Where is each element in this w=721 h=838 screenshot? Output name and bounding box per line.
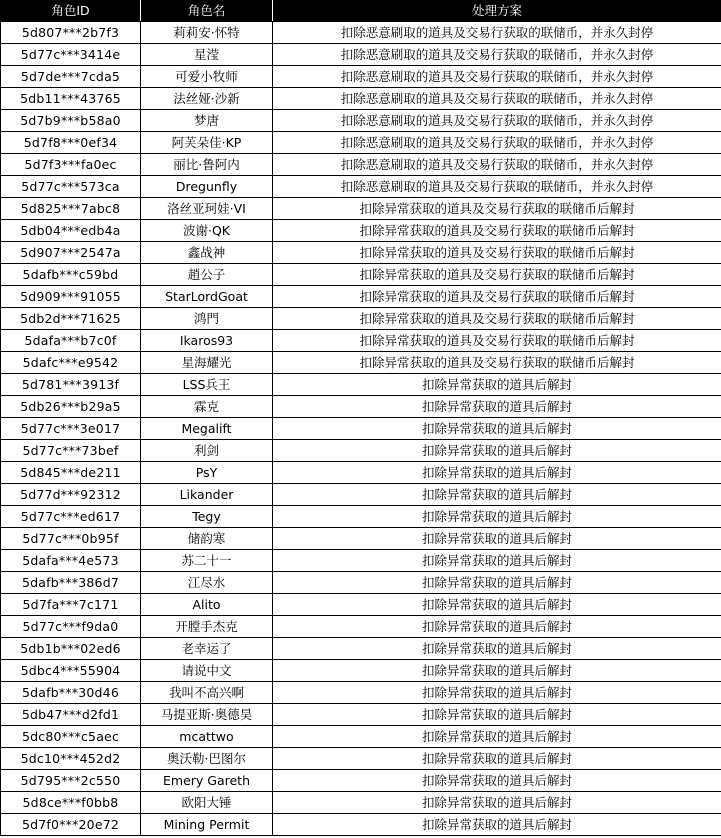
action-cell: 扣除恶意刷取的道具及交易行获取的联储币，并永久封停 — [273, 22, 721, 44]
role-name-cell: 鸿門 — [141, 308, 273, 330]
table-row — [1, 660, 721, 682]
table-row — [1, 792, 721, 814]
role-name-cell: 开膛手杰克 — [141, 616, 273, 638]
table-row — [1, 22, 721, 44]
action-cell: 扣除异常获取的道具后解封 — [273, 616, 721, 638]
role-id-cell: 5d77c***3e017 — [1, 418, 141, 440]
action-cell: 扣除异常获取的道具后解封 — [273, 748, 721, 770]
role-name-cell: 我叫不高兴啊 — [141, 682, 273, 704]
action-cell: 扣除异常获取的道具后解封 — [273, 462, 721, 484]
role-id-cell: 5dafa***b7c0f — [1, 330, 141, 352]
role-name-cell: 梦唐 — [141, 110, 273, 132]
role-name-cell: 趙公子 — [141, 264, 273, 286]
role-id-cell: 5d77d***92312 — [1, 484, 141, 506]
role-id-cell: 5d77c***73bef — [1, 440, 141, 462]
role-id-cell: 5d77c***ed617 — [1, 506, 141, 528]
action-cell: 扣除异常获取的道具后解封 — [273, 440, 721, 462]
table-row — [1, 704, 721, 726]
role-id-cell: 5dc10***452d2 — [1, 748, 141, 770]
table-row — [1, 396, 721, 418]
role-name-cell: 欧阳大锤 — [141, 792, 273, 814]
role-id-cell: 5d7b9***b58a0 — [1, 110, 141, 132]
action-cell: 扣除异常获取的道具后解封 — [273, 418, 721, 440]
role-id-cell: 5dafa***4e573 — [1, 550, 141, 572]
role-id-cell: 5dafc***e9542 — [1, 352, 141, 374]
table-row — [1, 594, 721, 616]
role-id-cell: 5db1b***02ed6 — [1, 638, 141, 660]
table-row — [1, 308, 721, 330]
role-id-cell: 5d7f0***20e72 — [1, 814, 141, 836]
table-row — [1, 506, 721, 528]
table-row — [1, 330, 721, 352]
role-id-cell: 5d77c***3414e — [1, 44, 141, 66]
role-id-cell: 5dc80***c5aec — [1, 726, 141, 748]
role-id-cell: 5d807***2b7f3 — [1, 22, 141, 44]
action-cell: 扣除异常获取的道具后解封 — [273, 638, 721, 660]
table-row — [1, 528, 721, 550]
action-cell: 扣除异常获取的道具及交易行获取的联储币后解封 — [273, 286, 721, 308]
action-cell: 扣除异常获取的道具后解封 — [273, 660, 721, 682]
role-name-cell: Emery Gareth — [141, 770, 273, 792]
role-id-cell: 5dafb***c59bd — [1, 264, 141, 286]
role-id-cell: 5db11***43765 — [1, 88, 141, 110]
table-row — [1, 110, 721, 132]
action-cell: 扣除异常获取的道具及交易行获取的联储币后解封 — [273, 198, 721, 220]
table-row — [1, 66, 721, 88]
role-id-cell: 5db26***b29a5 — [1, 396, 141, 418]
role-id-cell: 5d77c***0b95f — [1, 528, 141, 550]
table-row — [1, 484, 721, 506]
role-name-cell: Likander — [141, 484, 273, 506]
table-body — [1, 22, 721, 836]
table-row — [1, 286, 721, 308]
header-role-name: 角色名 — [141, 1, 273, 22]
role-id-cell: 5db2d***71625 — [1, 308, 141, 330]
table-row — [1, 132, 721, 154]
table-row — [1, 440, 721, 462]
role-name-cell: 老幸运了 — [141, 638, 273, 660]
role-id-cell: 5d909***91055 — [1, 286, 141, 308]
action-cell: 扣除恶意刷取的道具及交易行获取的联储币，并永久封停 — [273, 44, 721, 66]
role-name-cell: PsY — [141, 462, 273, 484]
table-row — [1, 682, 721, 704]
role-name-cell: mcattwo — [141, 726, 273, 748]
table-row — [1, 264, 721, 286]
action-cell: 扣除恶意刷取的道具及交易行获取的联储币，并永久封停 — [273, 176, 721, 198]
role-name-cell: 星海耀光 — [141, 352, 273, 374]
action-cell: 扣除恶意刷取的道具及交易行获取的联储币，并永久封停 — [273, 132, 721, 154]
role-name-cell: 星滢 — [141, 44, 273, 66]
table-row — [1, 154, 721, 176]
role-name-cell: Dregunfly — [141, 176, 273, 198]
role-name-cell: Ikaros93 — [141, 330, 273, 352]
table-row — [1, 638, 721, 660]
action-cell: 扣除异常获取的道具后解封 — [273, 528, 721, 550]
table-row — [1, 220, 721, 242]
table-row — [1, 616, 721, 638]
table-row — [1, 352, 721, 374]
action-cell: 扣除异常获取的道具后解封 — [273, 550, 721, 572]
role-id-cell: 5dafb***30d46 — [1, 682, 141, 704]
role-id-cell: 5d77c***573ca — [1, 176, 141, 198]
table-header — [1, 1, 721, 22]
action-cell: 扣除异常获取的道具及交易行获取的联储币后解封 — [273, 352, 721, 374]
action-cell: 扣除异常获取的道具后解封 — [273, 506, 721, 528]
role-name-cell: 莉莉安·怀特 — [141, 22, 273, 44]
role-name-cell: Mining Permit — [141, 814, 273, 836]
action-cell: 扣除异常获取的道具后解封 — [273, 726, 721, 748]
role-name-cell: 江尽水 — [141, 572, 273, 594]
role-name-cell: Tegy — [141, 506, 273, 528]
role-name-cell: 储韵寒 — [141, 528, 273, 550]
header-action: 处理方案 — [273, 1, 721, 22]
header-role-id: 角色ID — [1, 1, 141, 22]
table-row — [1, 198, 721, 220]
header-row — [1, 1, 721, 22]
role-name-cell: 可爱小牧师 — [141, 66, 273, 88]
role-name-cell: 马提亚斯·奥德昊 — [141, 704, 273, 726]
role-name-cell: 鑫战神 — [141, 242, 273, 264]
table-row — [1, 374, 721, 396]
role-name-cell: 苏二十一 — [141, 550, 273, 572]
action-cell: 扣除恶意刷取的道具及交易行获取的联储币，并永久封停 — [273, 110, 721, 132]
role-name-cell: Alito — [141, 594, 273, 616]
role-id-cell: 5d8ce***f0bb8 — [1, 792, 141, 814]
action-cell: 扣除异常获取的道具后解封 — [273, 594, 721, 616]
role-id-cell: 5dbc4***55904 — [1, 660, 141, 682]
role-name-cell: 阿芙朵佳·KP — [141, 132, 273, 154]
table-row — [1, 242, 721, 264]
role-id-cell: 5db04***edb4a — [1, 220, 141, 242]
table-row — [1, 176, 721, 198]
table-row — [1, 748, 721, 770]
action-cell: 扣除异常获取的道具后解封 — [273, 814, 721, 836]
role-id-cell: 5d77c***f9da0 — [1, 616, 141, 638]
action-cell: 扣除异常获取的道具及交易行获取的联储币后解封 — [273, 308, 721, 330]
action-cell: 扣除异常获取的道具后解封 — [273, 792, 721, 814]
action-cell: 扣除异常获取的道具后解封 — [273, 374, 721, 396]
role-name-cell: 利剑 — [141, 440, 273, 462]
role-name-cell: StarLordGoat — [141, 286, 273, 308]
action-cell: 扣除异常获取的道具后解封 — [273, 572, 721, 594]
action-cell: 扣除异常获取的道具及交易行获取的联储币后解封 — [273, 330, 721, 352]
role-name-cell: 洛丝亚珂娃·VI — [141, 198, 273, 220]
table-row — [1, 88, 721, 110]
table-row — [1, 44, 721, 66]
role-name-cell: Megalift — [141, 418, 273, 440]
action-cell: 扣除恶意刷取的道具及交易行获取的联储币，并永久封停 — [273, 88, 721, 110]
role-id-cell: 5dafb***386d7 — [1, 572, 141, 594]
role-id-cell: 5d7fa***7c171 — [1, 594, 141, 616]
role-name-cell: LSS兵王 — [141, 374, 273, 396]
table-row — [1, 418, 721, 440]
role-id-cell: 5d7de***7cda5 — [1, 66, 141, 88]
role-id-cell: 5d907***2547a — [1, 242, 141, 264]
role-id-cell: 5d845***de211 — [1, 462, 141, 484]
table-row — [1, 550, 721, 572]
role-name-cell: 丽比·鲁阿内 — [141, 154, 273, 176]
table-row — [1, 726, 721, 748]
action-cell: 扣除异常获取的道具后解封 — [273, 396, 721, 418]
role-name-cell: 奥沃勒·巴图尔 — [141, 748, 273, 770]
role-id-cell: 5db47***d2fd1 — [1, 704, 141, 726]
role-name-cell: 波谢·QK — [141, 220, 273, 242]
table-row — [1, 572, 721, 594]
role-id-cell: 5d7f3***fa0ec — [1, 154, 141, 176]
role-id-cell: 5d781***3913f — [1, 374, 141, 396]
action-cell: 扣除异常获取的道具及交易行获取的联储币后解封 — [273, 220, 721, 242]
table-row — [1, 814, 721, 836]
action-cell: 扣除恶意刷取的道具及交易行获取的联储币，并永久封停 — [273, 66, 721, 88]
action-cell: 扣除异常获取的道具及交易行获取的联储币后解封 — [273, 264, 721, 286]
role-id-cell: 5d825***7abc8 — [1, 198, 141, 220]
action-cell: 扣除异常获取的道具后解封 — [273, 770, 721, 792]
action-cell: 扣除异常获取的道具及交易行获取的联储币后解封 — [273, 242, 721, 264]
role-id-cell: 5d795***2c550 — [1, 770, 141, 792]
role-id-cell: 5d7f8***0ef34 — [1, 132, 141, 154]
table-row — [1, 770, 721, 792]
action-cell: 扣除恶意刷取的道具及交易行获取的联储币，并永久封停 — [273, 154, 721, 176]
action-cell: 扣除异常获取的道具后解封 — [273, 682, 721, 704]
role-name-cell: 霖克 — [141, 396, 273, 418]
action-cell: 扣除异常获取的道具后解封 — [273, 704, 721, 726]
role-name-cell: 请说中文 — [141, 660, 273, 682]
table-row — [1, 462, 721, 484]
role-name-cell: 法丝娅·沙新 — [141, 88, 273, 110]
action-cell: 扣除异常获取的道具后解封 — [273, 484, 721, 506]
